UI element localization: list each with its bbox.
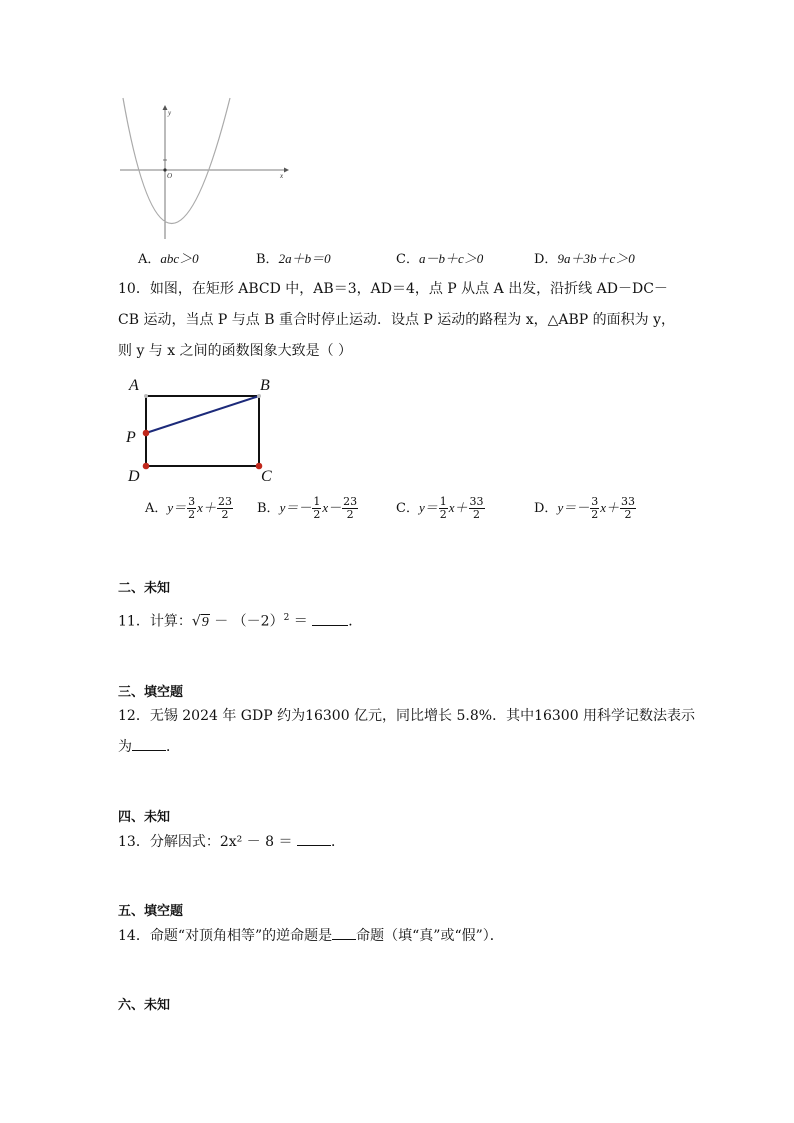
q10-option-a[interactable]: A．y＝ $\frac{3}{2}$ x＋ $\frac{23}{2}$ bbox=[145, 495, 232, 521]
q13-line: 13．分解因式：2x² － 8 ＝ ． bbox=[118, 834, 345, 850]
label-c: C bbox=[261, 468, 272, 485]
q13-answer-blank[interactable] bbox=[297, 833, 331, 846]
sqrt-symbol: √ bbox=[191, 613, 201, 630]
label-b: B bbox=[260, 377, 270, 394]
fraction: $\frac{1}{2}$ bbox=[313, 495, 321, 521]
q10-line-1: 10．如图，在矩形 ABCD 中，AB＝3，AD＝4，点 P 从点 A 出发，沿折线 AD－DC－ bbox=[118, 281, 668, 297]
section-3-heading: 三、填空题 bbox=[118, 685, 184, 700]
origin-label: O bbox=[167, 172, 173, 180]
fraction: $\frac{33}{2}$ bbox=[621, 495, 635, 521]
section-2-heading: 二、未知 bbox=[118, 581, 171, 596]
x-axis-label: x bbox=[280, 172, 284, 180]
label-d: D bbox=[128, 468, 140, 485]
q11-answer-blank[interactable] bbox=[312, 613, 348, 626]
y-axis-label: y bbox=[168, 109, 172, 117]
point-a bbox=[144, 394, 148, 398]
q9-option-d[interactable]: D．9a＋3b＋c＞0 bbox=[534, 251, 635, 267]
q12-line-1: 12．无锡 2024 年 GDP 约为16300 亿元，同比增长 5.8%．其中16300 用科学记数法表示 bbox=[118, 708, 696, 724]
q10-option-b[interactable]: B．y＝－ $\frac{1}{2}$ x－ $\frac{23}{2}$ bbox=[257, 495, 358, 521]
fraction: $\frac{23}{2}$ bbox=[343, 495, 358, 521]
q10-line-3: 则 y 与 x 之间的函数图象大致是（ ） bbox=[118, 343, 353, 359]
q9-option-c[interactable]: C．a－b＋c＞0 bbox=[396, 251, 484, 267]
q10-line-2: CB 运动，当点 P 与点 B 重合时停止运动．设点 P 运动的路程为 x，△ABP 的面积为 y， bbox=[118, 312, 676, 328]
q10-option-c[interactable]: C．y＝ $\frac{1}{2}$ x＋ $\frac{33}{2}$ bbox=[396, 495, 484, 521]
q9-option-b[interactable]: B．2a＋b＝0 bbox=[256, 251, 331, 267]
label-p: P bbox=[126, 429, 136, 446]
q12-answer-blank[interactable] bbox=[132, 738, 166, 751]
fraction: $\frac{23}{2}$ bbox=[217, 495, 232, 521]
q11-line: 11．计算：$√9 - (-2)^2$ ＝ ． bbox=[118, 613, 363, 630]
rectangle-abcd bbox=[146, 396, 259, 466]
point-b bbox=[257, 394, 261, 398]
parabola-graph bbox=[118, 96, 293, 241]
x-axis-arrow bbox=[284, 168, 289, 173]
label-a: A bbox=[129, 377, 139, 394]
q12-line-2: 为 ． bbox=[118, 739, 180, 755]
point-p bbox=[143, 430, 150, 437]
section-6-heading: 六、未知 bbox=[118, 998, 171, 1013]
q9-option-a[interactable]: A．abc＞0 bbox=[138, 251, 199, 267]
q14-answer-blank[interactable] bbox=[332, 927, 356, 940]
parabola-curve bbox=[123, 98, 230, 224]
fraction: $\frac{1}{2}$ bbox=[439, 495, 447, 521]
section-4-heading: 四、未知 bbox=[118, 810, 171, 825]
y-axis-arrow bbox=[163, 105, 168, 110]
fraction: $\frac{33}{2}$ bbox=[469, 495, 484, 521]
q14-line: 14．命题“对顶角相等”的逆命题是 命题（填“真”或“假”）． bbox=[118, 928, 504, 944]
q10-option-d[interactable]: D．y＝－ $\frac{3}{2}$ x＋ $\frac{33}{2}$ bbox=[534, 495, 635, 521]
point-d bbox=[143, 463, 150, 470]
segment-pb bbox=[146, 396, 259, 433]
fraction: $\frac{3}{2}$ bbox=[188, 495, 196, 521]
rectangle-figure bbox=[122, 374, 282, 486]
fraction: $\frac{3}{2}$ bbox=[591, 495, 599, 521]
section-5-heading: 五、填空题 bbox=[118, 904, 184, 919]
